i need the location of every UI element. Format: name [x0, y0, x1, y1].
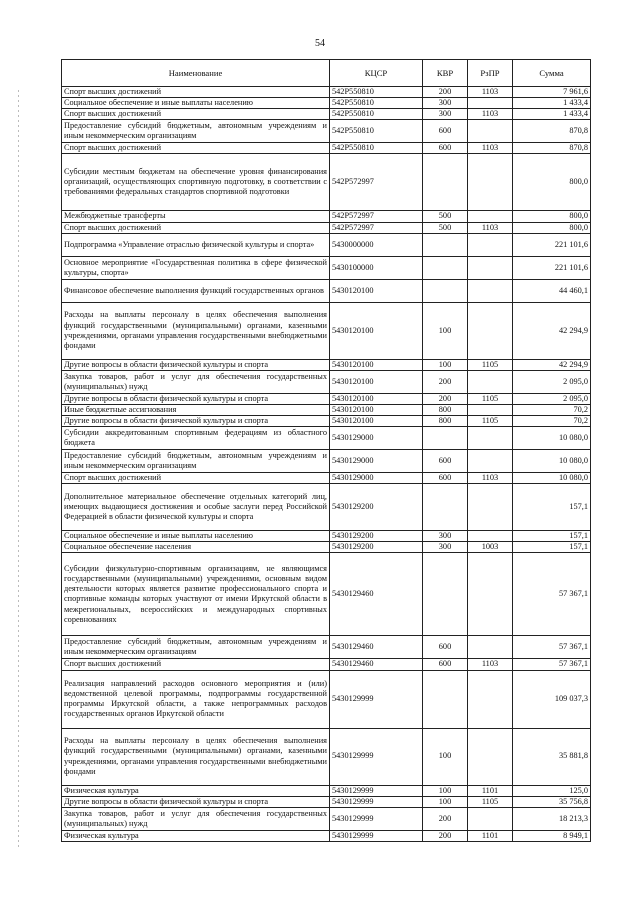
cell-name: Финансовое обеспечение выполнения функций государственных органов: [62, 279, 330, 302]
cell-rzpr: 1103: [468, 143, 513, 154]
cell-rzpr: 1105: [468, 415, 513, 426]
cell-name: Физическая культура: [62, 830, 330, 841]
cell-sum: 57 367,1: [513, 636, 591, 659]
table-row: [62, 636, 591, 659]
cell-rzpr: [468, 450, 513, 473]
cell-kcsr: 5430100000: [330, 256, 423, 279]
cell-sum: 57 367,1: [513, 553, 591, 636]
cell-rzpr: 1103: [468, 659, 513, 670]
cell-name: Предоставление субсидий бюджетным, автономным учреждениям и иным некоммерческим организациям: [62, 636, 330, 659]
cell-kvr: 200: [423, 393, 468, 404]
cell-rzpr: [468, 120, 513, 143]
cell-kvr: 300: [423, 98, 468, 109]
cell-rzpr: 1105: [468, 359, 513, 370]
cell-name: Социальное обеспечение населения: [62, 542, 330, 553]
cell-rzpr: 1101: [468, 785, 513, 796]
header-name: Наименование: [62, 60, 330, 87]
cell-rzpr: [468, 531, 513, 542]
table-row: [62, 120, 591, 143]
table-row: [62, 796, 591, 807]
cell-sum: 70,2: [513, 404, 591, 415]
cell-kvr: 800: [423, 404, 468, 415]
header-kvr: КВР: [423, 60, 468, 87]
table-row: [62, 143, 591, 154]
budget-table: [61, 59, 591, 842]
cell-rzpr: [468, 370, 513, 393]
cell-rzpr: 1103: [468, 222, 513, 233]
cell-name: Другие вопросы в области физической культуры и спорта: [62, 359, 330, 370]
cell-name: Социальное обеспечение и иные выплаты населению: [62, 531, 330, 542]
cell-kcsr: 5430129460: [330, 553, 423, 636]
cell-kvr: 100: [423, 359, 468, 370]
cell-name: Другие вопросы в области физической культуры и спорта: [62, 393, 330, 404]
table-row: [62, 473, 591, 484]
cell-kvr: 300: [423, 531, 468, 542]
cell-kcsr: 542P550810: [330, 120, 423, 143]
table-row: [62, 87, 591, 98]
cell-sum: 109 037,3: [513, 670, 591, 728]
cell-sum: 221 101,6: [513, 233, 591, 256]
cell-kvr: 200: [423, 370, 468, 393]
table-row: [62, 427, 591, 450]
table-row: [62, 785, 591, 796]
cell-kvr: 200: [423, 87, 468, 98]
cell-rzpr: [468, 256, 513, 279]
table-row: [62, 670, 591, 728]
cell-name: Межбюджетные трансферты: [62, 211, 330, 222]
table-row: [62, 279, 591, 302]
cell-name: Закупка товаров, работ и услуг для обеспечения государственных (муниципальных) нужд: [62, 370, 330, 393]
cell-sum: 125,0: [513, 785, 591, 796]
cell-name: Иные бюджетные ассигнования: [62, 404, 330, 415]
cell-kvr: [423, 670, 468, 728]
cell-kcsr: 5430000000: [330, 233, 423, 256]
table-row: [62, 222, 591, 233]
table-row: [62, 728, 591, 785]
cell-kvr: 600: [423, 120, 468, 143]
cell-name: Социальное обеспечение и иные выплаты населению: [62, 98, 330, 109]
cell-sum: 35 756,8: [513, 796, 591, 807]
cell-sum: 221 101,6: [513, 256, 591, 279]
cell-sum: 57 367,1: [513, 659, 591, 670]
cell-name: Подпрограмма «Управление отраслью физической культуры и спорта»: [62, 233, 330, 256]
cell-rzpr: [468, 728, 513, 785]
cell-sum: 42 294,9: [513, 359, 591, 370]
cell-name: Предоставление субсидий бюджетным, автономным учреждениям и иным некоммерческим организациям: [62, 120, 330, 143]
cell-rzpr: [468, 553, 513, 636]
header-kcsr: КЦСР: [330, 60, 423, 87]
cell-name: Физическая культура: [62, 785, 330, 796]
cell-name: Дополнительное материальное обеспечение отдельных категорий лиц, имеющих выдающиеся достижения и особые заслуги перед Российской Федерацией в области физической культуры и спорта: [62, 484, 330, 531]
table-header: [62, 60, 591, 87]
cell-sum: 7 961,6: [513, 87, 591, 98]
cell-kvr: 200: [423, 830, 468, 841]
cell-sum: 10 080,0: [513, 427, 591, 450]
cell-name: Основное мероприятие «Государственная политика в сфере физической культуры, спорта»: [62, 256, 330, 279]
cell-name: Предоставление субсидий бюджетным, автономным учреждениям и иным некоммерческим организациям: [62, 450, 330, 473]
cell-sum: 44 460,1: [513, 279, 591, 302]
cell-kcsr: 542P550810: [330, 87, 423, 98]
cell-rzpr: 1103: [468, 87, 513, 98]
cell-sum: 8 949,1: [513, 830, 591, 841]
cell-kvr: 100: [423, 302, 468, 359]
cell-kcsr: 5430120100: [330, 415, 423, 426]
table-row: [62, 830, 591, 841]
cell-kcsr: 5430129200: [330, 484, 423, 531]
cell-kvr: 100: [423, 728, 468, 785]
cell-kcsr: 5430129999: [330, 807, 423, 830]
table-row: [62, 256, 591, 279]
cell-rzpr: 1103: [468, 109, 513, 120]
cell-sum: 18 213,3: [513, 807, 591, 830]
cell-kcsr: 5430129999: [330, 830, 423, 841]
table-row: [62, 154, 591, 211]
cell-name: Расходы на выплаты персоналу в целях обеспечения выполнения функций государственными (муниципальными) органами, казенными учреждениями, органами управления государственными внебюджетными фондами: [62, 302, 330, 359]
cell-rzpr: [468, 636, 513, 659]
cell-kcsr: 542P572997: [330, 211, 423, 222]
table-row: [62, 302, 591, 359]
cell-rzpr: 1105: [468, 393, 513, 404]
cell-rzpr: [468, 670, 513, 728]
cell-kvr: [423, 553, 468, 636]
cell-kvr: 500: [423, 211, 468, 222]
cell-sum: 1 433,4: [513, 109, 591, 120]
cell-kvr: [423, 256, 468, 279]
cell-sum: 157,1: [513, 484, 591, 531]
cell-kvr: 500: [423, 222, 468, 233]
header-sum: Сумма: [513, 60, 591, 87]
table-row: [62, 211, 591, 222]
cell-kcsr: 5430129999: [330, 785, 423, 796]
cell-sum: 157,1: [513, 542, 591, 553]
cell-name: Спорт высших достижений: [62, 109, 330, 120]
table-row: [62, 98, 591, 109]
cell-rzpr: 1103: [468, 473, 513, 484]
cell-kcsr: 542P550810: [330, 98, 423, 109]
cell-name: Спорт высших достижений: [62, 87, 330, 98]
cell-kcsr: 542P550810: [330, 109, 423, 120]
cell-kvr: 600: [423, 143, 468, 154]
table-row: [62, 531, 591, 542]
cell-rzpr: [468, 484, 513, 531]
cell-kcsr: 5430120100: [330, 279, 423, 302]
cell-rzpr: 1101: [468, 830, 513, 841]
cell-name: Спорт высших достижений: [62, 473, 330, 484]
cell-kvr: [423, 279, 468, 302]
cell-kvr: 300: [423, 109, 468, 120]
cell-kcsr: 5430129999: [330, 796, 423, 807]
table-row: [62, 393, 591, 404]
table-row: [62, 542, 591, 553]
table-row: [62, 484, 591, 531]
cell-name: Другие вопросы в области физической культуры и спорта: [62, 796, 330, 807]
cell-kcsr: 5430129460: [330, 636, 423, 659]
cell-kvr: 600: [423, 659, 468, 670]
cell-kcsr: 5430120100: [330, 302, 423, 359]
cell-kcsr: 5430120100: [330, 370, 423, 393]
cell-kcsr: 5430120100: [330, 359, 423, 370]
cell-kvr: [423, 427, 468, 450]
cell-name: Спорт высших достижений: [62, 222, 330, 233]
cell-sum: 1 433,4: [513, 98, 591, 109]
cell-kcsr: 5430129460: [330, 659, 423, 670]
cell-sum: 157,1: [513, 531, 591, 542]
cell-name: Расходы на выплаты персоналу в целях обеспечения выполнения функций государственными (муниципальными) органами, казенными учреждениями, органами управления государственными внебюджетными фондами: [62, 728, 330, 785]
cell-kvr: 100: [423, 796, 468, 807]
cell-kvr: 800: [423, 415, 468, 426]
cell-name: Субсидии физкультурно-спортивным организациям, не являющимся государственными (муниципальными) учреждениями, основным видом деятельности которых является развитие профессионального спорта и спортивные команды которых участвуют от имени Иркутской области в межрегиональных, всероссийских и международных спортивных соревнованиях: [62, 553, 330, 636]
cell-kvr: 600: [423, 473, 468, 484]
cell-kvr: 600: [423, 450, 468, 473]
cell-kcsr: 5430129000: [330, 473, 423, 484]
cell-name: Субсидии аккредитованным спортивным федерациям из областного бюджета: [62, 427, 330, 450]
cell-name: Реализация направлений расходов основного мероприятия и (или) ведомственной целевой программы, подпрограммы государственной программы Иркутской области, а также непрограммных расходов государственных органов Иркутской области: [62, 670, 330, 728]
header-rzpr: РзПР: [468, 60, 513, 87]
cell-rzpr: [468, 427, 513, 450]
cell-kvr: 200: [423, 807, 468, 830]
cell-kvr: [423, 154, 468, 211]
cell-name: Спорт высших достижений: [62, 659, 330, 670]
cell-rzpr: [468, 302, 513, 359]
cell-sum: 10 080,0: [513, 450, 591, 473]
cell-sum: 870,8: [513, 120, 591, 143]
cell-kcsr: 5430129000: [330, 450, 423, 473]
cell-kcsr: 542P550810: [330, 143, 423, 154]
table-row: [62, 807, 591, 830]
cell-kcsr: 5430129999: [330, 728, 423, 785]
table-row: [62, 370, 591, 393]
cell-kvr: [423, 233, 468, 256]
cell-kvr: 600: [423, 636, 468, 659]
cell-rzpr: [468, 98, 513, 109]
cell-sum: 800,0: [513, 211, 591, 222]
cell-rzpr: [468, 279, 513, 302]
cell-sum: 800,0: [513, 222, 591, 233]
cell-name: Другие вопросы в области физической культуры и спорта: [62, 415, 330, 426]
cell-name: Субсидии местным бюджетам на обеспечение уровня финансирования организаций, осуществляющих спортивную подготовку, в соответствии с требованиями федеральных стандартов спортивной подготовки: [62, 154, 330, 211]
cell-kcsr: 542P572997: [330, 154, 423, 211]
table-row: [62, 233, 591, 256]
cell-rzpr: 1003: [468, 542, 513, 553]
cell-kvr: 100: [423, 785, 468, 796]
cell-kcsr: 5430129200: [330, 531, 423, 542]
cell-rzpr: [468, 807, 513, 830]
cell-sum: 870,8: [513, 143, 591, 154]
cell-kcsr: 5430129200: [330, 542, 423, 553]
binding-margin-mark: [18, 90, 19, 850]
cell-sum: 70,2: [513, 415, 591, 426]
cell-rzpr: [468, 404, 513, 415]
cell-kcsr: 5430129000: [330, 427, 423, 450]
cell-rzpr: 1105: [468, 796, 513, 807]
cell-kvr: 300: [423, 542, 468, 553]
table-row: [62, 450, 591, 473]
cell-kcsr: 5430120100: [330, 393, 423, 404]
table-row: [62, 659, 591, 670]
cell-sum: 10 080,0: [513, 473, 591, 484]
cell-kcsr: 5430120100: [330, 404, 423, 415]
cell-rzpr: [468, 211, 513, 222]
cell-sum: 800,0: [513, 154, 591, 211]
table-row: [62, 109, 591, 120]
cell-sum: 2 095,0: [513, 393, 591, 404]
table-row: [62, 553, 591, 636]
cell-sum: 2 095,0: [513, 370, 591, 393]
cell-sum: 35 881,8: [513, 728, 591, 785]
page-number: 54: [315, 38, 325, 49]
table-row: [62, 359, 591, 370]
table-row: [62, 404, 591, 415]
cell-kvr: [423, 484, 468, 531]
table-body: [62, 87, 591, 842]
cell-name: Спорт высших достижений: [62, 143, 330, 154]
cell-rzpr: [468, 233, 513, 256]
cell-rzpr: [468, 154, 513, 211]
table-row: [62, 415, 591, 426]
cell-kcsr: 542P572997: [330, 222, 423, 233]
cell-name: Закупка товаров, работ и услуг для обеспечения государственных (муниципальных) нужд: [62, 807, 330, 830]
cell-kcsr: 5430129999: [330, 670, 423, 728]
cell-sum: 42 294,9: [513, 302, 591, 359]
